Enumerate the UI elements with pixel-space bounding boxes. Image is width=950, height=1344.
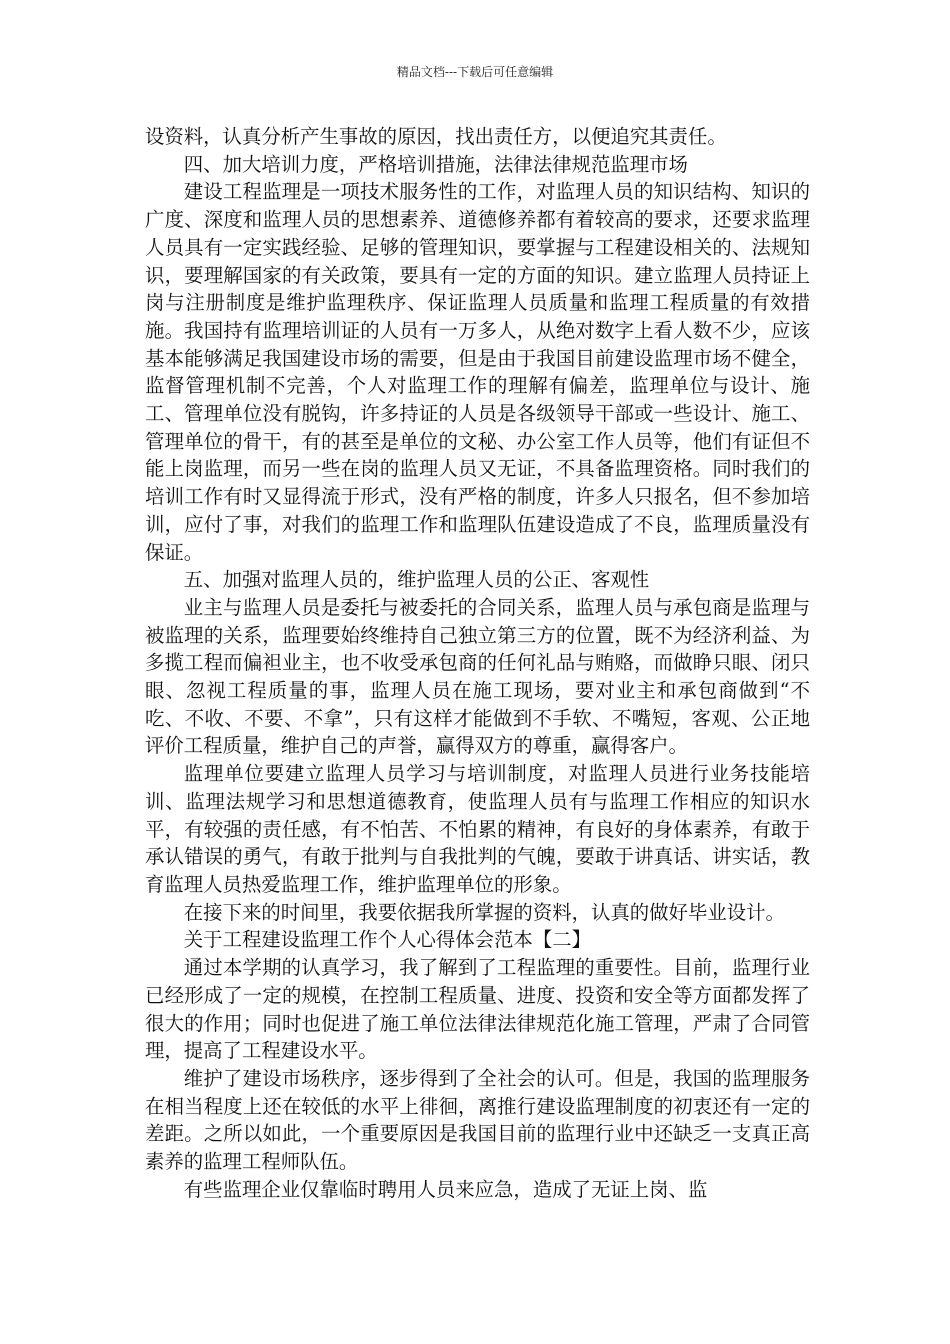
paragraph: 有些监理企业仅靠临时聘用人员来应急，造成了无证上岗、监 <box>183 1177 708 1201</box>
paragraph-continuation: 设资料，认真分析产生事故的原因，找出责任方，以便追究其责任。 <box>145 125 727 148</box>
paragraph: 监理单位要建立监理人员学习与培训制度，对监理人员进行业务技能培训、监理法规学习和思想道德教育，使监理人员有与监理工作相应的知识水平，有较强的责任感，有不怕苦、不怕累的精神，有良好的身体素养，有敢于承认错误的勇气，有敢于批判与自我批判的气魄，要敢于讲真话、讲实话，教育监理人员热爱监理工作，维护监理单位的形象。 <box>145 762 810 896</box>
document-body <box>145 123 810 1203</box>
page-header: 精品文档---下载后可任意编辑 <box>396 65 554 79</box>
paragraph: 维护了建设市场秩序，逐步得到了全社会的认可。但是，我国的监理服务在相当程度上还在较低的水平上徘徊，离推行建设监理制度的初衷还有一定的差距。之所以如此，一个重要原因是我国目前的监理行业中还缺乏一支真正高素养的监理工程师队伍。 <box>145 1066 810 1174</box>
paragraph: 业主与监理人员是委托与被委托的合同关系，监理人员与承包商是监理与被监理的关系，监理要始终维持自己独立第三方的位置，既不为经济利益、为多揽工程而偏袒业主，也不收受承包商的任何礼品与贿赂，而做睁只眼、闭只眼、忽视工程质量的事，监理人员在施工现场，要对业主和承包商做到“不吃、不收、不要、不拿”，只有这样才能做到不手软、不嘴短，客观、公正地评价工程质量，维护自己的声誉，赢得双方的尊重，赢得客户。 <box>145 595 810 758</box>
section-heading-4: 四、加大培训力度，严格培训措施，法律法律规范监理市场 <box>183 152 688 176</box>
article-title-2: 关于工程建设监理工作个人心得体会范本【二】 <box>183 928 591 952</box>
paragraph: 在接下来的时间里，我要依据我所掌握的资料，认真的做好毕业设计。 <box>183 900 785 924</box>
section-heading-5: 五、加强对监理人员的，维护监理人员的公正、客观性 <box>183 568 650 592</box>
paragraph: 通过本学期的认真学习，我了解到了工程监理的重要性。目前，监理行业已经形成了一定的规模，在控制工程质量、进度、投资和安全等方面都发挥了很大的作用；同时也促进了施工单位法律法律规范化施工管理，严肃了合同管理，提高了工程建设水平。 <box>145 956 810 1063</box>
paragraph: 建设工程监理是一项技术服务性的工作，对监理人员的知识结构、知识的广度、深度和监理人员的思想素养、道德修养都有着较高的要求，还要求监理人员具有一定实践经验、足够的管理知识，要掌握与工程建设相关的、法规知识，要理解国家的有关政策，要具有一定的方面的知识。建立监理人员持证上岗与注册制度是维护监理秩序、保证监理人员质量和监理工程质量的有效措施。我国持有监理培训证的人员有一万多人，从绝对数字上看人数不少，应该基本能够满足我国建设市场的需要，但是由于我国目前建设监理市场不健全，监督管理机制不完善，个人对监理工作的理解有偏差，监理单位与设计、施工、管理单位没有脱钩，许多持证的人员是各级领导干部或一些设计、施工、管理单位的骨干，有的甚至是单位的文秘、办公室工作人员等，他们有证但不能上岗监理，而另一些在岗的监理人员又无证，不具备监理资格。同时我们的培训工作有时又显得流于形式，没有严格的制度，许多人只报名，但不参加培训，应付了事，对我们的监理工作和监理队伍建设造成了不良，监理质量没有保证。 <box>145 180 810 564</box>
